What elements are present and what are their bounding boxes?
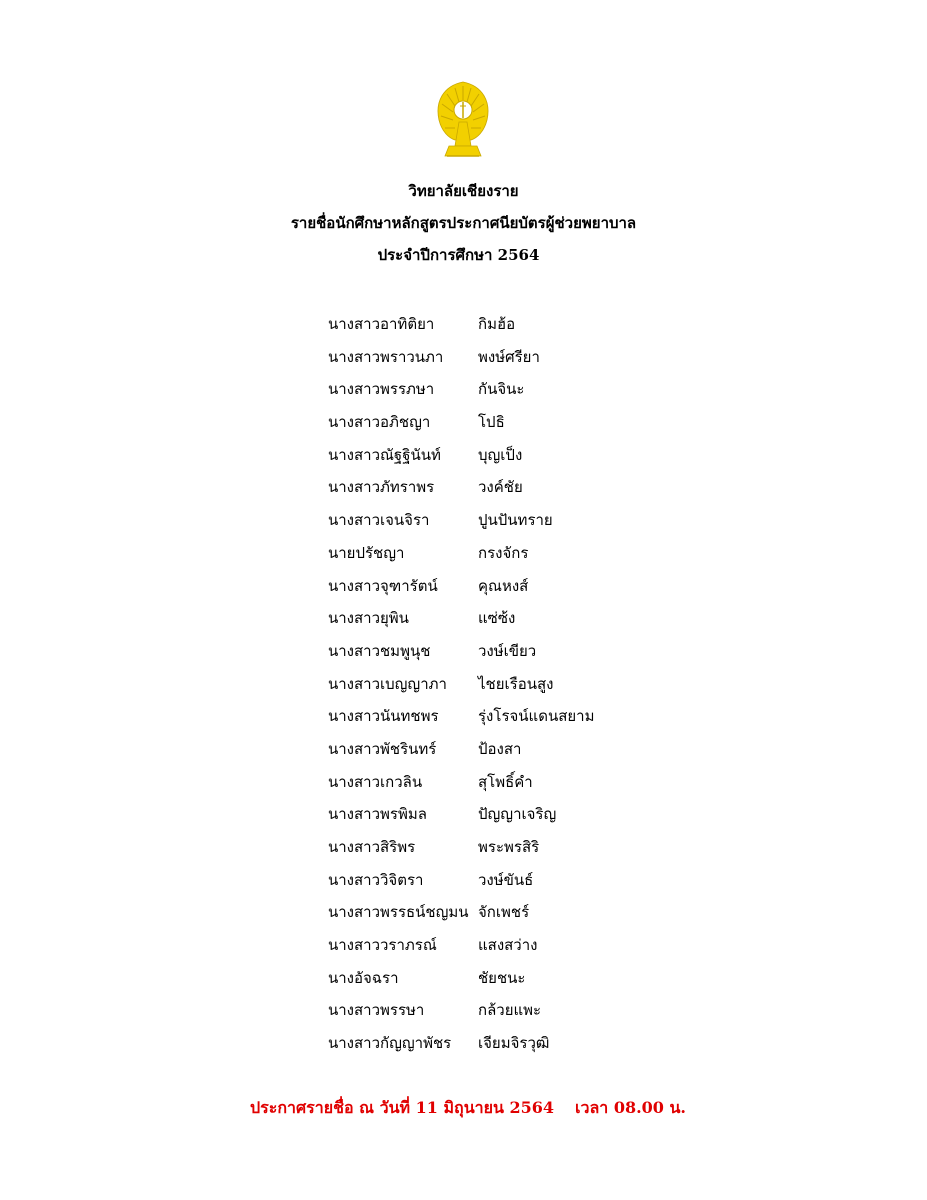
student-first-name: นางสาวนันทชพร [328,707,439,726]
student-last-name: วงค์ชัย [478,478,523,497]
student-first-name: นางสาวชมพูนุช [328,641,431,660]
student-first-name: นางสาวเจนจิรา [328,511,430,530]
student-last-name: จักเพชร์ [478,903,530,922]
student-row [328,635,648,668]
student-first-name: นางสาวณัฐฐินันท์ [328,445,441,464]
student-last-name: พระพรสิริ [478,838,540,856]
student-last-name: รุ่งโรจน์แดนสยาม [478,707,595,726]
student-last-name: สุโพธิ์คำ [478,772,533,791]
student-row [328,962,648,995]
student-list [328,308,648,1060]
student-row [328,831,648,864]
student-first-name: นางสาวพรรษา [328,1001,425,1020]
student-row [328,570,648,603]
student-last-name: โปธิ [478,413,505,432]
student-first-name: นางสาวสิริพร [328,838,416,856]
student-first-name: นางสาวพราวนภา [328,347,444,366]
student-row [328,1027,648,1060]
student-row [328,896,648,929]
student-first-name: นางอัจฉรา [328,968,399,987]
student-first-name: นางสาวอาทิติยา [328,315,435,333]
student-first-name: นางสาวภัทราพร [328,478,435,497]
student-first-name: นางสาวจุฑารัตน์ [328,576,438,595]
student-row [328,929,648,962]
student-row [328,700,648,733]
student-last-name: กิมฮ้อ [478,315,516,333]
student-last-name: กรงจักร [478,543,529,562]
student-last-name: คุณหงส์ [478,576,529,595]
student-first-name: นางสาววิจิตรา [328,870,424,889]
student-first-name: นางสาววราภรณ์ [328,936,437,955]
document-header [0,175,927,271]
student-last-name: ป้องสา [478,739,522,758]
student-first-name: นางสาวอภิชญา [328,413,431,432]
academic-year: ประจำปีการศึกษา 2564 [377,246,540,264]
student-row [328,373,648,406]
student-last-name: วงษ์เขียว [478,641,537,660]
student-last-name: กล้วยแพะ [478,1001,542,1020]
student-row [328,308,648,341]
student-first-name: นางสาวยุพิน [328,609,409,628]
student-first-name: นางสาวพัชรินทร์ [328,739,437,758]
student-first-name: นางสาวเบญญาภา [328,674,447,693]
student-row [328,537,648,570]
student-row [328,864,648,897]
student-row [328,733,648,766]
student-first-name: นางสาวเกวลิน [328,772,423,791]
student-last-name: ปัญญาเจริญ [478,805,557,824]
student-row [328,406,648,439]
announcement-time: เวลา 08.00 น. [575,1098,686,1117]
student-first-name: นางสาวพรรภษา [328,380,435,399]
student-row [328,668,648,701]
announcement-date: ประกาศรายชื่อ ณ วันที่ 11 มิถุนายน 2564 [250,1098,555,1117]
student-row [328,471,648,504]
student-last-name: ชัยชนะ [478,968,526,987]
student-first-name: นายปรัชญา [328,543,405,562]
student-row [328,504,648,537]
student-first-name: นางสาวพรพิมล [328,805,427,824]
institution-name: วิทยาลัยเชียงราย [408,182,519,200]
college-emblem-icon [433,80,493,160]
student-first-name: นางสาวกัญญาพัชร [328,1034,452,1053]
student-first-name: นางสาวพรรธน์ชญมน [328,903,469,922]
student-last-name: วงษ์ขันธ์ [478,870,534,889]
student-row [328,766,648,799]
student-last-name: บุญเป็ง [478,445,523,464]
student-last-name: เจียมจิรวุฒิ [478,1034,550,1053]
student-last-name: แสงสว่าง [478,936,538,955]
student-row [328,994,648,1027]
student-row [328,602,648,635]
student-last-name: ไชยเรือนสูง [478,674,554,693]
list-title: รายชื่อนักศึกษาหลักสูตรประกาศนียบัตรผู้ช่วยพยาบาล [290,214,637,232]
student-last-name: พงษ์ศรียา [478,347,540,366]
student-last-name: แซ่ซ้ง [478,609,516,628]
student-last-name: ปูนปันทราย [478,511,553,530]
student-row [328,798,648,831]
student-row [328,341,648,374]
student-last-name: กันจินะ [478,380,525,399]
student-row [328,439,648,472]
